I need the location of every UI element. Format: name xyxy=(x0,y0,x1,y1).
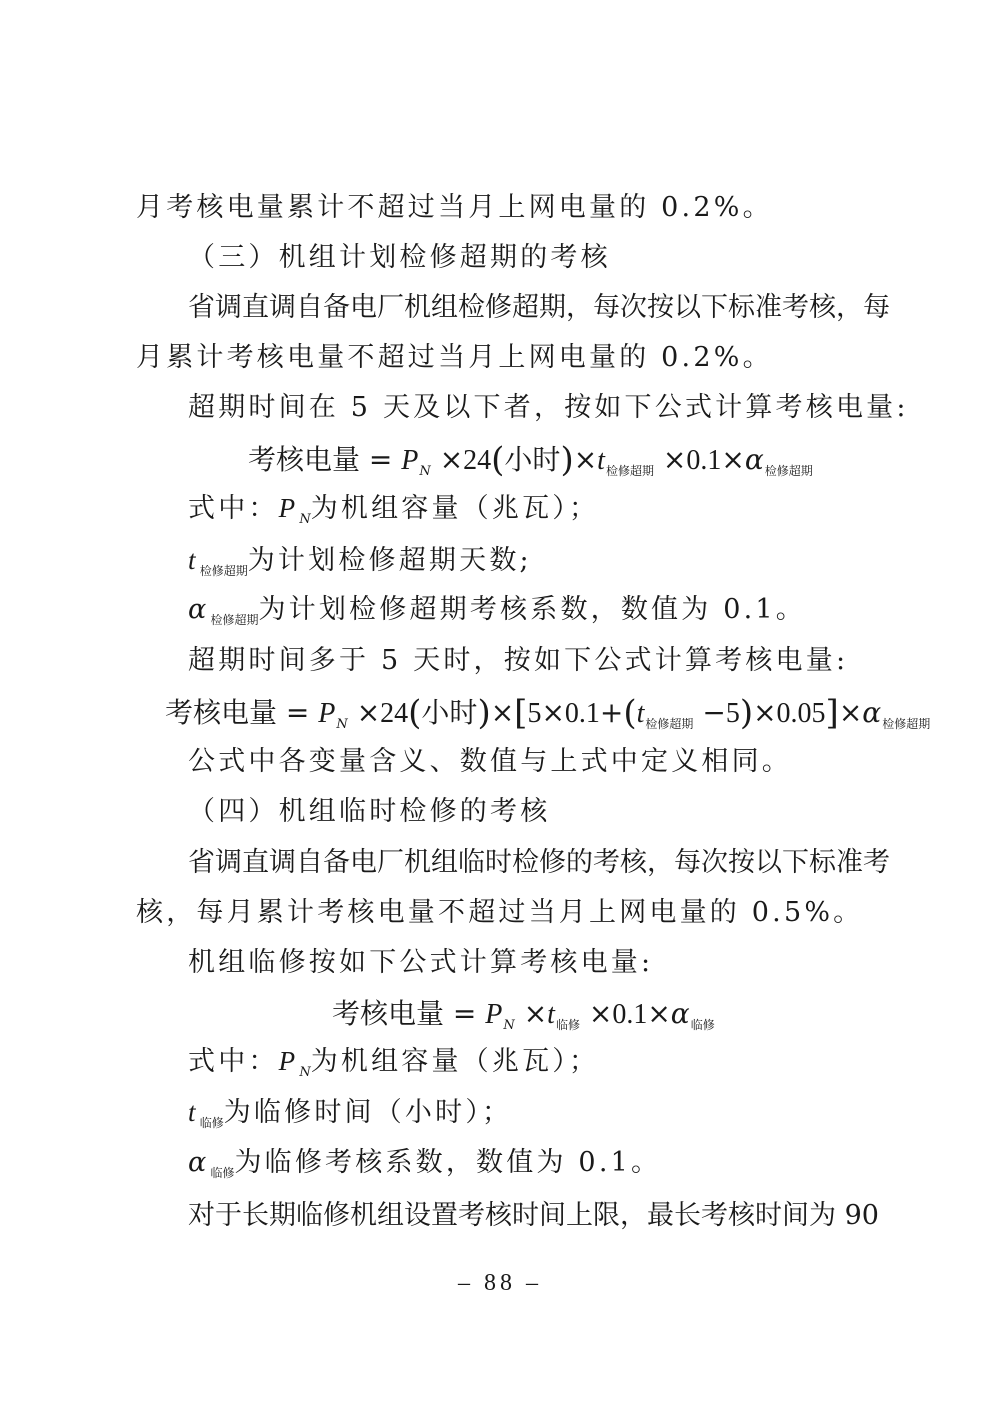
formula-temporary-repair xyxy=(332,996,715,1044)
equals-sign: = xyxy=(368,443,393,476)
paren-close: ) xyxy=(560,440,574,480)
paragraph-line: 公式中各变量含义、数值与上式中定义相同。 xyxy=(188,746,792,777)
unit-hour: 小时 xyxy=(504,443,561,476)
var-t: t xyxy=(597,445,605,476)
def-intro: 式中： xyxy=(188,1046,279,1077)
def-text: 为机组容量（兆瓦）； xyxy=(310,1046,600,1077)
paragraph-line: 超期时间在 5 天及以下者，按如下公式计算考核电量: xyxy=(188,392,909,423)
paragraph-line: 月累计考核电量不超过当月上网电量的 0.2%。 xyxy=(136,342,773,373)
bracket-close: ] xyxy=(825,693,839,733)
sub-n: N xyxy=(299,512,311,527)
var-alpha: α xyxy=(744,443,764,476)
times-sign: × xyxy=(647,997,671,1030)
sub-label: 检修超期 xyxy=(645,717,694,731)
times-sign: × xyxy=(523,997,548,1030)
paragraph-line: 核，每月累计考核电量不超过当月上网电量的 0.5%。 xyxy=(136,897,864,928)
sub-n: N xyxy=(503,1018,515,1033)
var-alpha: α xyxy=(188,1147,210,1178)
formula-lhs: 考核电量 xyxy=(332,997,445,1030)
def-text: 为临修考核系数，数值为 0.1。 xyxy=(234,1147,662,1178)
minus-sign: − xyxy=(702,696,726,729)
def-text: 为机组容量（兆瓦）； xyxy=(310,493,600,524)
paragraph-line: 省调直调自备电厂机组检修超期，每次按以下标准考核，每 xyxy=(188,292,890,323)
var-p: P xyxy=(401,445,419,476)
times-sign: × xyxy=(573,443,598,476)
times-sign: × xyxy=(721,443,745,476)
sub-label: 临修 xyxy=(199,1116,224,1130)
sub-label: 检修超期 xyxy=(882,717,931,731)
paren-open: ( xyxy=(408,693,422,733)
bracket-open: [ xyxy=(514,693,528,733)
times-sign: × xyxy=(490,696,515,729)
num-24: 24 xyxy=(380,698,409,729)
var-t: t xyxy=(636,698,645,729)
times-sign: × xyxy=(356,696,381,729)
equals-sign: = xyxy=(452,997,477,1030)
definition-pn xyxy=(188,490,599,538)
times-sign: × xyxy=(588,997,613,1030)
paragraph-line: 省调直调自备电厂机组临时检修的考核，每次按以下标准考 xyxy=(188,847,890,878)
paren-close: ) xyxy=(477,693,491,733)
var-t: t xyxy=(188,545,199,575)
definition-t xyxy=(188,1094,512,1141)
sub-label: 检修超期 xyxy=(764,464,813,478)
formula-lhs: 考核电量 xyxy=(165,696,278,729)
num-coefficient: 0.1 xyxy=(564,698,600,729)
sub-n: N xyxy=(299,1065,311,1080)
sub-n: N xyxy=(336,717,348,732)
def-text: 为计划检修超期考核系数，数值为 0.1。 xyxy=(258,594,806,625)
paren-open: ( xyxy=(623,693,637,733)
formula-overdue-over-5days xyxy=(165,695,930,743)
unit-hour: 小时 xyxy=(421,696,478,729)
var-p: P xyxy=(278,1046,299,1076)
sub-label: 临修 xyxy=(555,1018,580,1032)
paren-open: ( xyxy=(491,440,505,480)
sub-label: 临修 xyxy=(690,1018,715,1032)
page-number: – 88 – xyxy=(458,1270,542,1296)
equals-sign: = xyxy=(285,696,310,729)
num-coefficient: 0.05 xyxy=(776,698,826,729)
def-text: 为计划检修超期天数; xyxy=(247,545,532,576)
sub-label: 检修超期 xyxy=(210,613,259,627)
times-sign: × xyxy=(662,443,687,476)
var-p: P xyxy=(278,493,299,523)
num-5: 5 xyxy=(725,698,740,729)
times-sign: × xyxy=(838,696,863,729)
section-heading-3: （三）机组计划检修超期的考核 xyxy=(188,242,611,273)
var-p: P xyxy=(318,698,336,729)
section-heading-4: （四）机组临时检修的考核 xyxy=(188,796,551,827)
def-intro: 式中： xyxy=(188,493,279,524)
definition-alpha xyxy=(188,592,806,638)
sub-label: 检修超期 xyxy=(199,564,248,578)
times-sign: × xyxy=(541,696,565,729)
times-sign: × xyxy=(753,696,777,729)
plus-sign: + xyxy=(599,696,624,729)
definition-t xyxy=(188,542,532,589)
paragraph-line: 超期时间多于 5 天时，按如下公式计算考核电量: xyxy=(188,645,849,676)
num-coefficient: 0.1 xyxy=(612,999,648,1030)
times-sign: × xyxy=(439,443,464,476)
var-t: t xyxy=(188,1097,199,1127)
paragraph-line: 月考核电量累计不超过当月上网电量的 0.2%。 xyxy=(136,192,773,223)
paragraph-line: 对于长期临修机组设置考核时间上限，最长考核时间为 90 xyxy=(188,1200,879,1231)
sub-label: 检修超期 xyxy=(605,464,654,478)
num-coefficient: 0.1 xyxy=(686,445,722,476)
formula-lhs: 考核电量 xyxy=(248,443,361,476)
paren-close: ) xyxy=(739,693,754,733)
num-24: 24 xyxy=(463,445,492,476)
var-p: P xyxy=(485,999,503,1030)
sub-n: N xyxy=(419,464,431,479)
num-5: 5 xyxy=(527,698,542,729)
sub-label: 临修 xyxy=(210,1166,235,1180)
var-t: t xyxy=(547,999,555,1030)
var-alpha: α xyxy=(188,594,210,625)
definition-pn xyxy=(188,1043,599,1091)
var-alpha: α xyxy=(862,696,882,729)
formula-overdue-5days xyxy=(248,442,813,490)
definition-alpha xyxy=(188,1145,661,1191)
def-text: 为临修时间（小时）； xyxy=(223,1097,513,1128)
paragraph-line: 机组临修按如下公式计算考核电量: xyxy=(188,947,654,978)
var-alpha: α xyxy=(670,997,690,1030)
